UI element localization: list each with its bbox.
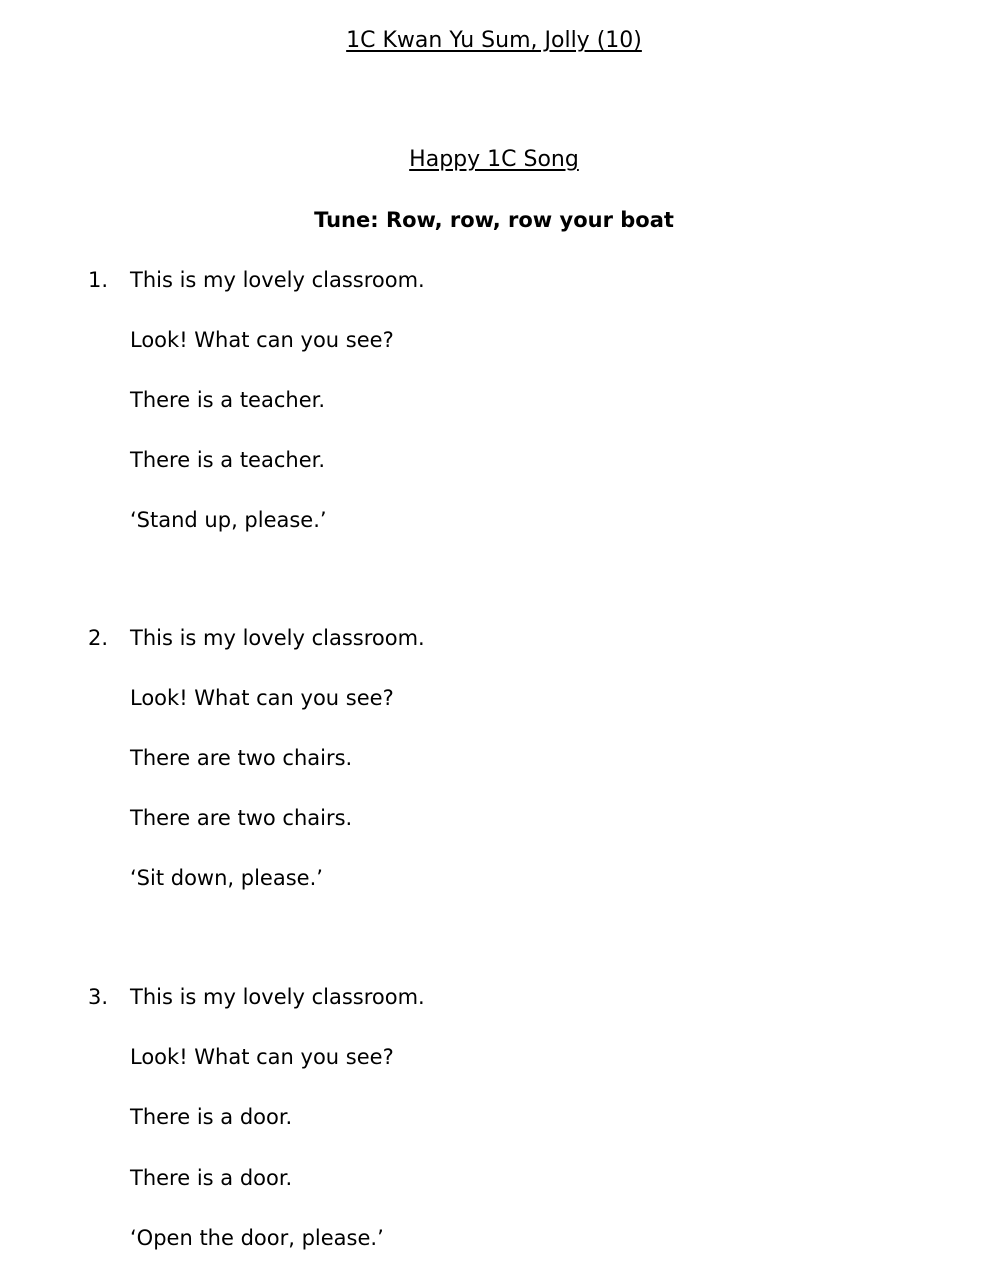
verse-3-number: 3. <box>88 985 109 1009</box>
verse-1-line-3: There is a teacher. <box>130 388 325 412</box>
verse-2-number: 2. <box>88 626 109 650</box>
verse-3-line-3: There is a door. <box>130 1105 293 1129</box>
song-title <box>0 146 988 174</box>
verse-3-line-1: This is my lovely classroom. <box>130 985 425 1009</box>
verse-1-number: 1. <box>88 268 109 292</box>
verse-2-line-1: This is my lovely classroom. <box>130 626 425 650</box>
verse-2-line-2: Look! What can you see? <box>130 686 394 710</box>
verse-1-line-1: This is my lovely classroom. <box>130 268 425 292</box>
verse-3-line-4: There is a door. <box>130 1166 293 1190</box>
author-text: 1C Kwan Yu Sum, Jolly (10) <box>346 28 642 53</box>
verse-3-line-2: Look! What can you see? <box>130 1045 394 1069</box>
author-line <box>0 27 988 55</box>
verse-2-line-3: There are two chairs. <box>130 746 353 770</box>
tune-label: Tune: Row, row, row your boat <box>314 208 674 232</box>
verse-1-line-5: ‘Stand up, please.’ <box>130 508 327 532</box>
verse-1-line-2: Look! What can you see? <box>130 328 394 352</box>
verse-2-line-5: ‘Sit down, please.’ <box>130 866 323 890</box>
verse-1-line-4: There is a teacher. <box>130 448 325 472</box>
verse-2-line-4: There are two chairs. <box>130 806 353 830</box>
song-title-text: Happy 1C Song <box>409 147 579 172</box>
verse-3-line-5: ‘Open the door, please.’ <box>130 1226 384 1250</box>
